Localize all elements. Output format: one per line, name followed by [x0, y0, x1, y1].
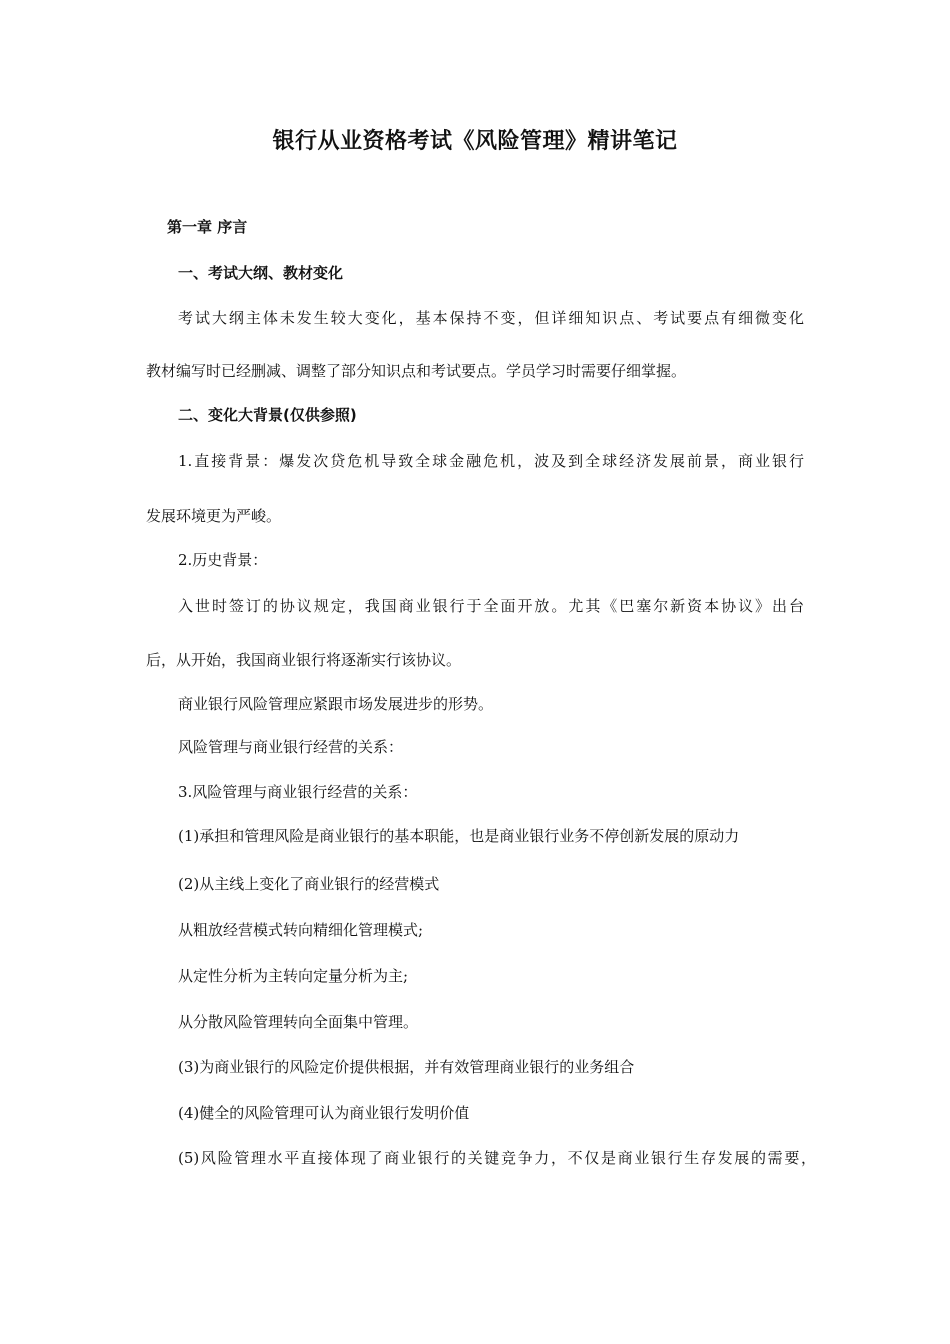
paragraph-line: 3.风险管理与商业银行经营的关系：: [178, 783, 418, 801]
paragraph-line: 发展环境更为严峻。: [146, 507, 282, 525]
paragraph-line: 后，从开始，我国商业银行将逐渐实行该协议。: [146, 651, 462, 669]
chapter-heading: 第一章 序言: [167, 218, 248, 236]
paragraph-line: (2)从主线上变化了商业银行的经营模式: [178, 875, 440, 893]
paragraph-line: 从粗放经营模式转向精细化管理模式;: [178, 921, 424, 939]
paragraph-line: 风险管理与商业银行经营的关系：: [178, 738, 404, 756]
paragraph-line: 商业银行风险管理应紧跟市场发展进步的形势。: [178, 695, 494, 713]
paragraph-line: (4)健全的风险管理可认为商业银行发明价值: [178, 1104, 470, 1122]
paragraph-line: 从定性分析为主转向定量分析为主;: [178, 967, 409, 985]
section-heading-1: 一、考试大纲、教材变化: [178, 264, 344, 282]
paragraph-line: 入世时签订的协议规定，我国商业银行于全面开放。尤其《巴塞尔新资本协议》出台: [178, 597, 804, 615]
paragraph-line: 考试大纲主体未发生较大变化，基本保持不变，但详细知识点、考试要点有细微变化: [178, 309, 804, 327]
paragraph-line: (5)风险管理水平直接体现了商业银行的关键竞争力，不仅是商业银行生存发展的需要，: [178, 1149, 816, 1167]
paragraph-line: (1)承担和管理风险是商业银行的基本职能，也是商业银行业务不停创新发展的原动力: [178, 827, 740, 845]
paragraph-line: 教材编写时已经删减、调整了部分知识点和考试要点。学员学习时需要仔细掌握。: [146, 362, 687, 380]
paragraph-line: 从分散风险管理转向全面集中管理。: [178, 1013, 419, 1031]
section-heading-2: 二、变化大背景(仅供参照): [178, 406, 357, 424]
paragraph-line: 1.直接背景：爆发次贷危机导致全球金融危机，波及到全球经济发展前景，商业银行: [178, 452, 804, 470]
paragraph-line: (3)为商业银行的风险定价提供根据，并有效管理商业银行的业务组合: [178, 1058, 635, 1076]
page-title: 银行从业资格考试《风险管理》精讲笔记: [272, 129, 678, 154]
paragraph-line: 2.历史背景：: [178, 551, 268, 569]
